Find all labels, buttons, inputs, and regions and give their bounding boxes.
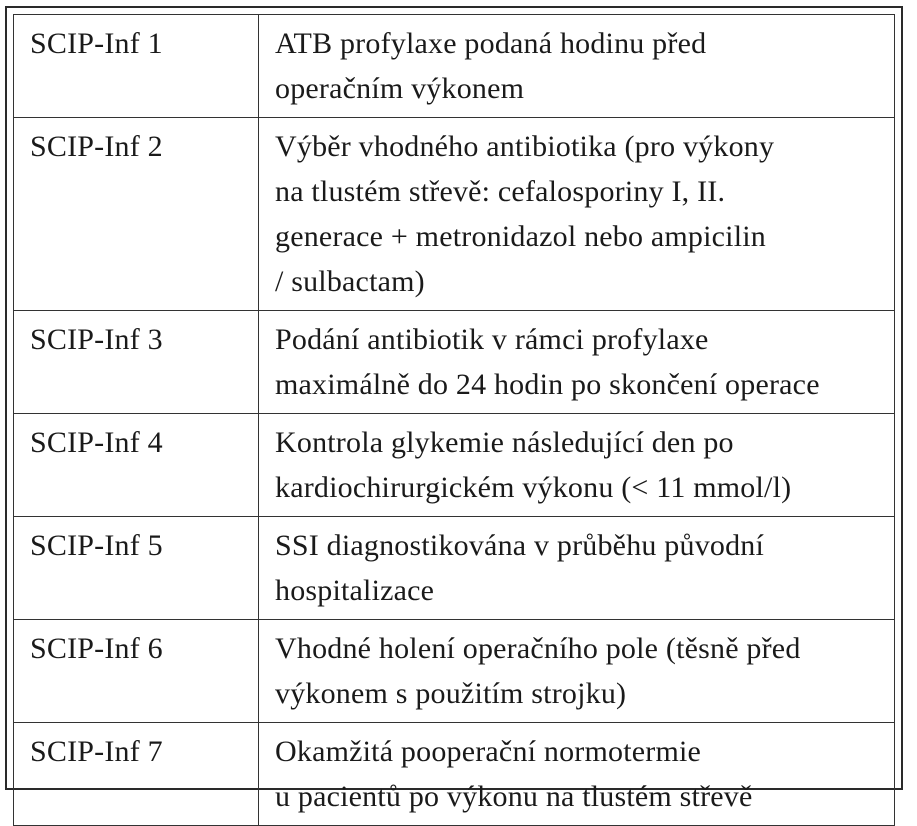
description-line: operačním výkonem (275, 72, 525, 105)
table-row (14, 517, 895, 620)
table-row (14, 311, 895, 414)
description-line: výkonem s použitím strojku) (275, 677, 627, 710)
scip-measures-table (13, 14, 895, 826)
table-row (14, 414, 895, 517)
measure-description (259, 723, 895, 826)
description-line: SSI diagnostikována v průběhu původní (275, 529, 765, 562)
description-line: / sulbactam) (275, 265, 425, 298)
description-line: Podání antibiotik v rámci profylaxe (275, 323, 709, 356)
description-line: generace + metronidazol nebo ampicilin (275, 220, 766, 253)
measure-description (259, 311, 895, 414)
description-line: Vhodné holení operačního pole (těsně před (275, 632, 801, 665)
table-row (14, 620, 895, 723)
measure-description (259, 620, 895, 723)
measure-description (259, 517, 895, 620)
measure-code: SCIP-Inf 1 (14, 15, 259, 118)
description-line: Výběr vhodného antibiotika (pro výkony (275, 130, 775, 163)
description-line: na tlustém střevě: cefalosporiny I, II. (275, 175, 726, 208)
description-line: hospitalizace (275, 574, 435, 607)
measure-code: SCIP-Inf 7 (14, 723, 259, 826)
table-row (14, 15, 895, 118)
measure-code: SCIP-Inf 3 (14, 311, 259, 414)
measure-description (259, 118, 895, 311)
description-line: maximálně do 24 hodin po skončení operace (275, 368, 820, 401)
table-row (14, 723, 895, 826)
measure-code: SCIP-Inf 2 (14, 118, 259, 311)
measure-description (259, 15, 895, 118)
measure-code: SCIP-Inf 5 (14, 517, 259, 620)
description-line: u pacientů po výkonu na tlustém střevě (275, 780, 753, 813)
description-line: ATB profylaxe podaná hodinu před (275, 27, 707, 60)
measure-description (259, 414, 895, 517)
description-line: Kontrola glykemie následující den po (275, 426, 734, 459)
description-line: kardiochirurgickém výkonu (< 11 mmol/l) (275, 471, 792, 504)
table-row (14, 118, 895, 311)
measure-code: SCIP-Inf 6 (14, 620, 259, 723)
measure-code: SCIP-Inf 4 (14, 414, 259, 517)
description-line: Okamžitá pooperační normotermie (275, 735, 702, 768)
